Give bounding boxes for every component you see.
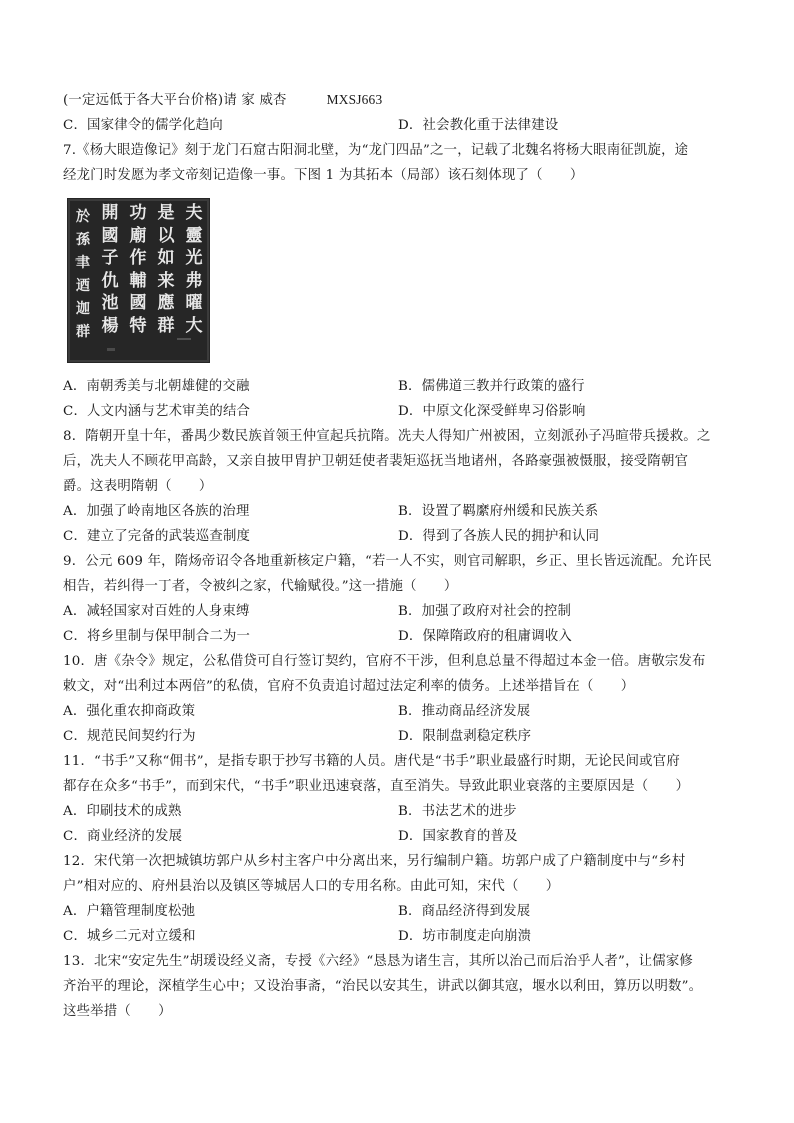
rubbing-column-5 xyxy=(72,206,94,344)
rubbing-column-2 xyxy=(155,202,177,337)
rubbing-char: 大 xyxy=(185,315,203,336)
q12-option-c: C．城乡二元对立缓和 xyxy=(63,929,196,944)
rubbing-char: 孫 xyxy=(76,232,90,248)
q13-stem-line2: 齐治平的理论，深植学生心中；又设治事斋，“治民以安其生，讲武以御其寇，堰水以利田，算历以明数”。 xyxy=(63,979,703,994)
rubbing-column-1 xyxy=(183,202,205,337)
q11-stem-line1: 11．“书手”又称“佣书”，是指专职于抄写书籍的人员。唐代是“书手”职业最盛行时期，无论民间或官府 xyxy=(63,754,680,769)
q10-option-a: A．强化重农抑商政策 xyxy=(63,704,196,719)
rubbing-char: 仇 xyxy=(101,270,119,291)
rubbing-char: 光 xyxy=(185,248,203,268)
q9-stem-line2: 相告，若纠得一丁者，令被纠之家，代输赋役。”这一措施（ ） xyxy=(63,579,458,594)
rubbing-char: 以 xyxy=(157,225,175,246)
rubbing-char: 靈 xyxy=(185,225,203,246)
rubbing-char: 来 xyxy=(157,270,175,291)
q7-option-a: A．南朝秀美与北朝雄健的交融 xyxy=(63,379,250,394)
q13-stem-line1: 13．北宋“安定先生”胡瑗设经义斋，专授《六经》“恳恳为诸生言，其所以治己而后治乎人者”，让儒家修 xyxy=(63,954,694,969)
rubbing-char: 池 xyxy=(101,293,119,313)
q11-stem-line2: 都存在众多“书手”，而到宋代，“书手”职业迅速衰落，直至消失。导致此职业衰落的主要原因是（ ） xyxy=(63,779,690,794)
rubbing-char: 特 xyxy=(129,315,147,336)
q9-option-a: A．减轻国家对百姓的人身束缚 xyxy=(63,604,250,619)
q7-stem-line2: 经龙门时发愿为孝文帝刻记造像一事。下图 1 为其拓本（局部）该石刻体现了（ ） xyxy=(63,168,584,183)
rubbing-char: 作 xyxy=(129,248,147,268)
q10-stem-line1: 10．唐《杂令》规定，公私借贷可自行签订契约，官府不干涉，但利息总量不得超过本金一倍。唐敬宗发布 xyxy=(63,654,706,669)
rubbing-char: 應 xyxy=(157,293,175,313)
q8-stem-line3: 爵。这表明隋朝（ ） xyxy=(63,479,213,494)
rubbing-column-4 xyxy=(99,202,121,337)
q12-option-b: B．商品经济得到发展 xyxy=(398,904,531,919)
rubbing-char: 於 xyxy=(76,209,90,225)
q10-option-b: B．推动商品经济发展 xyxy=(398,704,531,719)
q8-stem-line2: 后，冼夫人不顾花甲高龄，又亲自披甲胄护卫朝廷使者裴矩巡抚当地诸州，各路豪强被慑服，接受隋朝官 xyxy=(63,454,689,469)
q12-option-a: A．户籍管理制度松弛 xyxy=(63,904,196,919)
rubbing-char: 曜 xyxy=(185,293,203,313)
rubbing-char: 群 xyxy=(76,324,90,340)
q8-option-c: C．建立了完备的武装巡查制度 xyxy=(63,529,251,544)
rubbing-char: 如 xyxy=(157,248,175,268)
header-text: (一定远低于各大平台价格)请 家 威杏 xyxy=(63,93,287,108)
header-code: MXSJ663 xyxy=(326,92,383,107)
q8-option-b: B．设置了羁縻府州缓和民族关系 xyxy=(398,504,599,519)
q6-option-c: C．国家律令的儒学化趋向 xyxy=(63,118,223,133)
q7-option-b: B．儒佛道三教并行政策的盛行 xyxy=(398,379,585,394)
q8-option-a: A．加强了岭南地区各族的治理 xyxy=(63,504,250,519)
rubbing-char: 迺 xyxy=(76,278,90,294)
q13-stem-line3: 这些举措（ ） xyxy=(63,1004,172,1019)
q11-option-d: D．国家教育的普及 xyxy=(398,829,518,844)
stele-rubbing-image xyxy=(67,198,210,363)
rubbing-column-3 xyxy=(127,202,149,337)
rubbing-char: 聿 xyxy=(76,255,90,271)
q10-stem-line2: 敕文，对“出利过本两倍”的私债，官府不负责追讨超过法定利率的债务。上述举措旨在（ ） xyxy=(63,679,635,694)
rubbing-char: 群 xyxy=(157,315,175,336)
q8-stem-line1: 8．隋朝开皇十年，番禺少数民族首领王仲宣起兵抗隋。冼夫人得知广州被困，立刻派孙子冯暄带兵援救。之 xyxy=(63,429,711,444)
q7-stem-line1: 7.《杨大眼造像记》刻于龙门石窟古阳洞北壁，为“龙门四品”之一，记载了北魏名将杨大眼南征凯旋，途 xyxy=(63,143,689,158)
rubbing-char: 輔 xyxy=(129,270,147,291)
rubbing-char: 國 xyxy=(101,225,119,246)
q12-stem-line2: 户”相对应的、府州县治以及镇区等城居人口的专用名称。由此可知，宋代（ ） xyxy=(63,879,560,894)
rubbing-char: 開 xyxy=(101,203,119,223)
q7-option-d: D．中原文化深受鲜卑习俗影响 xyxy=(398,404,586,419)
q12-option-d: D．坊市制度走向崩溃 xyxy=(398,929,532,944)
q9-option-d: D．保障隋政府的租庸调收入 xyxy=(398,629,573,644)
rubbing-char: 迦 xyxy=(76,301,90,317)
q10-option-d: D．限制盘剥稳定秩序 xyxy=(398,729,532,744)
rubbing-char: 國 xyxy=(129,293,147,313)
q11-option-c: C．商业经济的发展 xyxy=(63,829,183,844)
q7-option-c: C．人文内涵与艺术审美的结合 xyxy=(63,404,251,419)
q9-stem-line1: 9．公元 609 年，隋炀帝诏令各地重新核定户籍，“若一人不实，则官司解职，乡正、里长皆远流配。允许民 xyxy=(63,554,712,569)
q12-stem-line1: 12．宋代第一次把城镇坊郭户从乡村主客户中分离出来，另行编制户籍。坊郭户成了户籍制度中与“乡村 xyxy=(63,854,686,869)
rubbing-char: 功 xyxy=(129,203,147,223)
q11-option-b: B．书法艺术的进步 xyxy=(398,804,517,819)
rubbing-char: 楊 xyxy=(101,315,119,336)
rubbing-char: 夫 xyxy=(185,203,203,223)
q11-option-a: A．印刷技术的成熟 xyxy=(63,804,182,819)
q9-option-c: C．将乡里制与保甲制合二为一 xyxy=(63,629,251,644)
page-header xyxy=(63,91,382,110)
q6-option-d: D．社会教化重于法律建设 xyxy=(398,118,559,133)
rubbing-char: 廟 xyxy=(129,225,147,246)
rubbing-char: 是 xyxy=(157,203,175,223)
rubbing-char: 子 xyxy=(101,248,119,268)
q10-option-c: C．规范民间契约行为 xyxy=(63,729,196,744)
q8-option-d: D．得到了各族人民的拥护和认同 xyxy=(398,529,600,544)
q9-option-b: B．加强了政府对社会的控制 xyxy=(398,604,572,619)
rubbing-char: 弗 xyxy=(185,270,203,291)
